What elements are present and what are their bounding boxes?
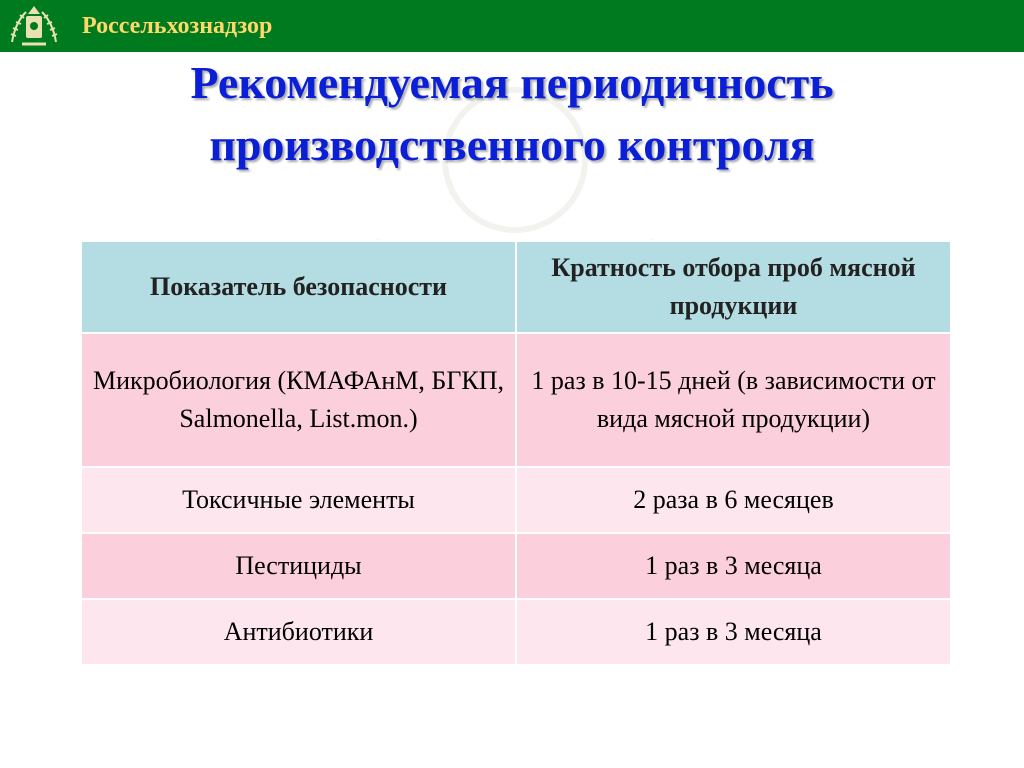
- frequency-cell: 1 раз в 3 месяца: [516, 533, 951, 599]
- indicator-cell: Токсичные элементы: [81, 467, 516, 533]
- organization-name: Россельхознадзор: [82, 13, 273, 39]
- indicator-cell: Микробиология (КМАФАнМ, БГКП, Salmonella, List.mon.): [81, 333, 516, 467]
- slide-title-line-2: производственного контроля: [209, 119, 815, 170]
- frequency-cell: 1 раз в 3 месяца: [516, 599, 951, 665]
- table-row: [81, 333, 951, 467]
- table-row: [81, 467, 951, 533]
- indicator-cell: Пестициды: [81, 533, 516, 599]
- table-row: [81, 599, 951, 665]
- slide-title-line-1: Рекомендуемая периодичность: [190, 57, 834, 108]
- column-header-indicator: Показатель безопасности: [81, 241, 516, 333]
- periodicity-table: [80, 240, 952, 666]
- frequency-cell: 2 раза в 6 месяцев: [516, 467, 951, 533]
- indicator-cell: Антибиотики: [81, 599, 516, 665]
- frequency-cell: 1 раз в 10-15 дней (в зависимости от вида мясной продукции): [516, 333, 951, 467]
- table-row: [81, 533, 951, 599]
- column-header-frequency: Кратность отбора проб мясной продукции: [516, 241, 951, 333]
- table-header-row: [81, 241, 951, 333]
- slide-title: [40, 52, 984, 176]
- agency-emblem-icon: [4, 2, 64, 50]
